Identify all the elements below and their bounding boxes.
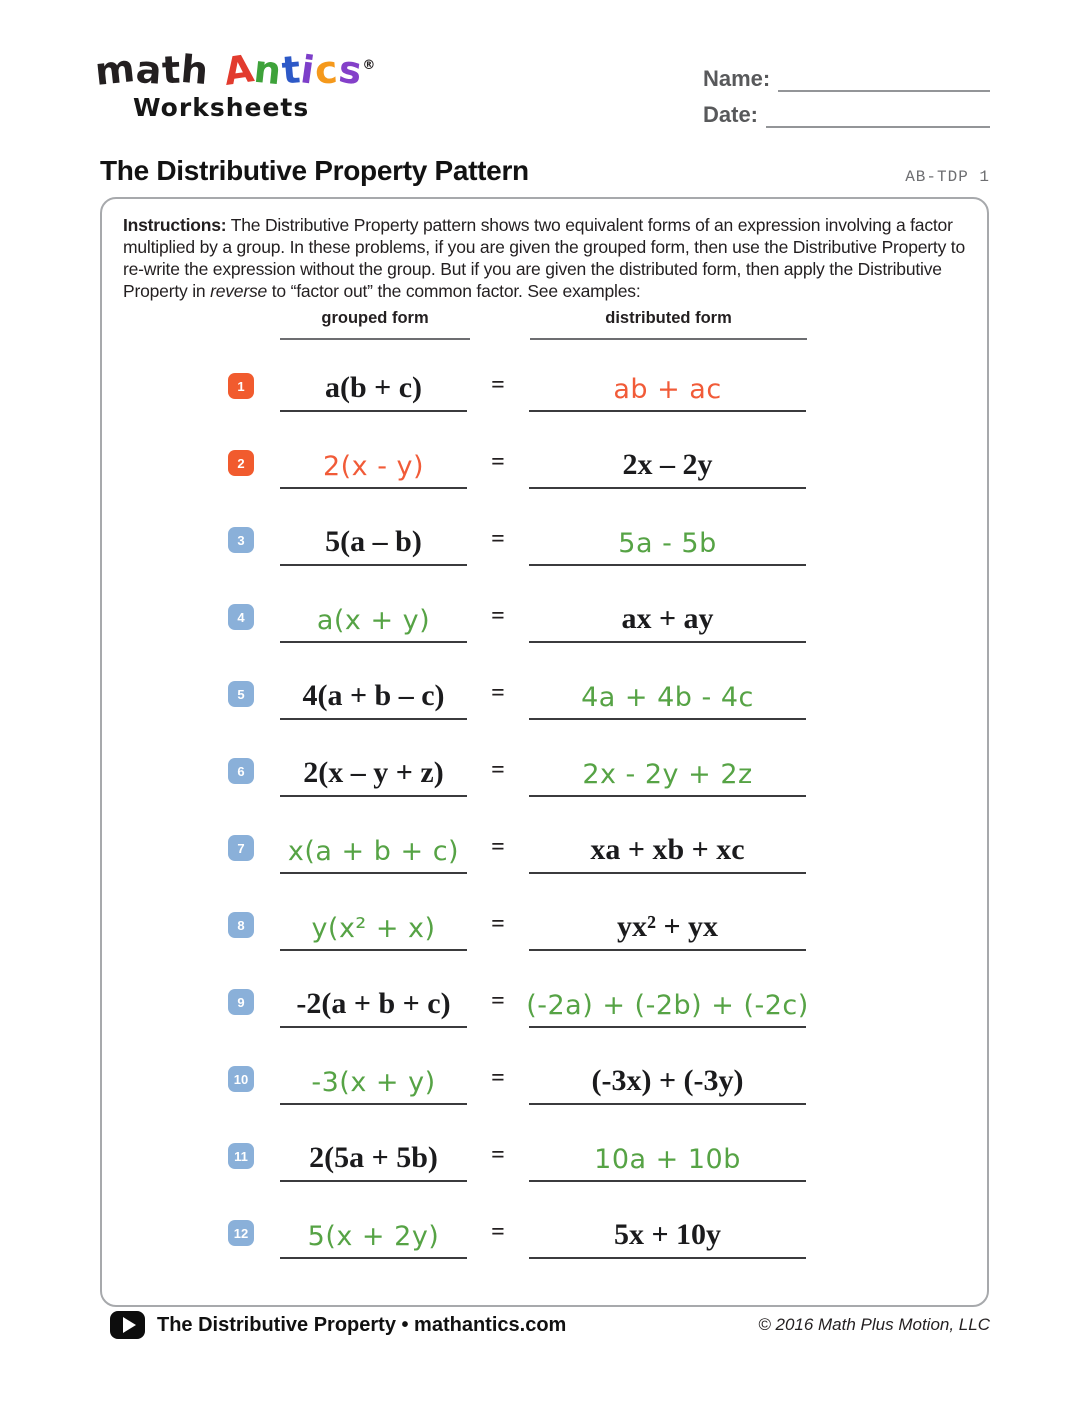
logo-letter: m: [92, 45, 138, 95]
distributed-expression: (-2a) + (-2b) + (-2c): [526, 990, 809, 1021]
grouped-expression: -2(a + b + c): [296, 987, 451, 1020]
grouped-cell: [280, 587, 467, 643]
grouped-cell: [280, 664, 467, 720]
problem-row: [102, 1182, 987, 1259]
distributed-cell: [529, 818, 806, 874]
grouped-cell: [280, 510, 467, 566]
logo-letter: A: [220, 46, 257, 94]
problem-number-badge: 3: [228, 527, 254, 553]
grouped-expression: 5(a – b): [325, 525, 422, 558]
logo-letter: c: [313, 47, 341, 93]
problem-number-badge: 11: [228, 1143, 254, 1169]
equals-sign: =: [491, 1065, 505, 1091]
logo-letter: a: [134, 47, 164, 93]
problem-number-badge: 9: [228, 989, 254, 1015]
problem-number-badge: 5: [228, 681, 254, 707]
problem-number-badge: 10: [228, 1066, 254, 1092]
grouped-expression: x(a + b + c): [287, 836, 460, 867]
grouped-cell: [280, 741, 467, 797]
page-title: The Distributive Property Pattern: [100, 155, 529, 186]
footer-left: [110, 1311, 566, 1339]
distributed-cell: [529, 741, 806, 797]
distributed-cell: [529, 664, 806, 720]
instructions-label: Instructions:: [123, 215, 227, 235]
distributed-cell: [529, 1126, 806, 1182]
equals-sign: =: [491, 603, 505, 629]
header-fields: [703, 56, 990, 128]
distributed-cell: [529, 433, 806, 489]
problem-row: [102, 1028, 987, 1105]
grouped-cell: [280, 1126, 467, 1182]
grouped-expression: 2(x - y): [322, 451, 425, 482]
equals-sign: =: [491, 526, 505, 552]
grouped-expression: 2(x – y + z): [303, 756, 444, 789]
problem-row: [102, 874, 987, 951]
date-label: Date:: [703, 102, 759, 127]
grouped-cell: [280, 1203, 467, 1259]
footer-title: The Distributive Property • mathantics.com: [157, 1313, 567, 1336]
logo-letters: [92, 45, 365, 95]
logo-letter: n: [251, 46, 285, 94]
problem-number-badge: 1: [228, 373, 254, 399]
grouped-expression: a(x + y): [316, 605, 431, 636]
distributed-expression: yx² + yx: [616, 910, 719, 943]
date-blank-line[interactable]: [766, 98, 990, 128]
page-footer: [110, 1311, 990, 1339]
distributed-expression: 2x - 2y + 2z: [582, 759, 753, 790]
distributed-expression: 10a + 10b: [594, 1144, 741, 1175]
play-video-icon: [110, 1311, 145, 1339]
worksheet-body-box: [100, 197, 989, 1307]
logo-letter: h: [179, 46, 212, 94]
distributed-expression: 5x + 10y: [613, 1218, 722, 1251]
grouped-cell: [280, 356, 467, 412]
logo-wordmark: [92, 45, 377, 95]
registered-trademark-icon: ®: [362, 58, 377, 74]
distributed-cell: [529, 1049, 806, 1105]
problem-number-badge: 2: [228, 450, 254, 476]
distributed-cell: [529, 510, 806, 566]
distributed-expression: 5a - 5b: [618, 528, 717, 559]
problem-number-badge: 4: [228, 604, 254, 630]
grouped-expression: 2(5a + 5b): [309, 1141, 438, 1174]
problem-row: [102, 1105, 987, 1182]
problem-number-badge: 7: [228, 835, 254, 861]
grouped-expression: y(x² + x): [311, 913, 436, 944]
distributed-expression: ax + ay: [621, 602, 714, 635]
equals-sign: =: [491, 1219, 505, 1245]
date-field: [703, 92, 990, 128]
problem-row: [102, 797, 987, 874]
distributed-expression: ab + ac: [613, 374, 722, 405]
distributed-cell: [529, 1203, 806, 1259]
instructions-italic-word: reverse: [210, 281, 268, 301]
problem-row: [102, 643, 987, 720]
grouped-cell: [280, 433, 467, 489]
equals-sign: =: [491, 372, 505, 398]
logo-letter: s: [336, 46, 365, 94]
instructions-part2: to “factor out” the common factor. See examples:: [267, 281, 641, 301]
equals-sign: =: [491, 449, 505, 475]
problem-row: [102, 489, 987, 566]
name-label: Name:: [703, 66, 771, 91]
problem-number-badge: 8: [228, 912, 254, 938]
problem-row: [102, 951, 987, 1028]
grouped-cell: [280, 895, 467, 951]
instructions-part1: The Distributive Property pattern shows two equivalent forms of an expression involving a factor multiplied by a group. In these problems, if you are given the grouped form, then use the Distributive Property to re-write the expression without the group. But if you are given the distributed form, then apply the Distributive Property in: [123, 215, 965, 301]
problem-row: [102, 335, 987, 412]
worksheet-code: AB-TDP 1: [905, 168, 990, 186]
problem-number-badge: 6: [228, 758, 254, 784]
equals-sign: =: [491, 834, 505, 860]
problem-row: [102, 566, 987, 643]
math-antics-logo: [92, 45, 377, 122]
grouped-form-header: grouped form: [280, 309, 470, 340]
equals-sign: =: [491, 911, 505, 937]
grouped-expression: a(b + c): [324, 371, 423, 404]
distributed-cell: [526, 972, 809, 1028]
name-field: [703, 56, 990, 92]
logo-letter: i: [298, 47, 319, 93]
grouped-cell: [280, 972, 467, 1028]
grouped-cell: [280, 1049, 467, 1105]
play-triangle-icon: [123, 1317, 136, 1333]
name-blank-line[interactable]: [778, 62, 990, 92]
distributed-expression: xa + xb + xc: [590, 833, 745, 866]
instructions-text: [123, 214, 966, 302]
equals-sign: =: [491, 757, 505, 783]
logo-subtitle: Worksheets: [133, 93, 310, 122]
equals-sign: =: [491, 680, 505, 706]
distributed-expression: 4a + 4b - 4c: [581, 682, 754, 713]
problem-number-badge: 12: [228, 1220, 254, 1246]
problem-row: [102, 412, 987, 489]
distributed-cell: [529, 356, 806, 412]
grouped-expression: 4(a + b – c): [302, 679, 445, 712]
grouped-cell: [280, 818, 467, 874]
distributed-cell: [529, 895, 806, 951]
distributed-form-header: distributed form: [530, 309, 807, 340]
equals-sign: =: [491, 1142, 505, 1168]
grouped-expression: 5(x + 2y): [307, 1221, 440, 1252]
logo-letter: t: [161, 47, 183, 93]
distributed-expression: (-3x) + (-3y): [591, 1064, 744, 1097]
problem-row: [102, 720, 987, 797]
copyright-text: © 2016 Math Plus Motion, LLC: [758, 1315, 990, 1334]
logo-letter: t: [280, 47, 304, 93]
distributed-cell: [529, 587, 806, 643]
equals-sign: =: [491, 988, 505, 1014]
distributed-expression: 2x – 2y: [622, 448, 713, 481]
problem-rows: [102, 335, 987, 1259]
grouped-expression: -3(x + y): [311, 1067, 436, 1098]
